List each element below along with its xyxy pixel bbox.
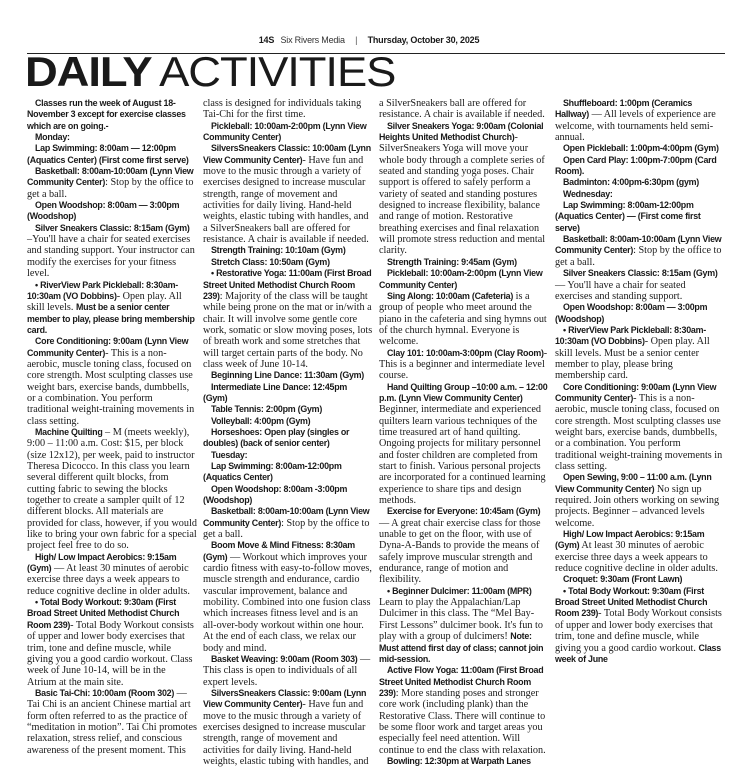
activity-heading: High/ Low Impact Aerobics: 9:15am (Gym) (555, 529, 705, 551)
activity-description: - This is a beginner and intermediate level course. (379, 347, 548, 382)
activity-heading: Horseshoes: Open play (singles or doubles) (back of senior center) (203, 426, 350, 449)
activity-heading: Shuffleboard: 1:00pm (Ceramics Hallway) (555, 98, 693, 120)
activity-entry (379, 382, 549, 507)
activity-entry (555, 268, 725, 302)
page-number: 14S (258, 35, 275, 45)
activity-heading: Open Woodshop: 8:00am — 3:00pm (Woodshop) (555, 302, 708, 324)
activity-entry (27, 597, 197, 688)
activity-entry (555, 529, 725, 574)
activity-description: - Total Body Workout consists of upper and lower body exercises that trim, tone and define muscle, while giving you a good cardio workout. (555, 608, 722, 654)
activity-entry (555, 177, 725, 188)
activity-entry (379, 348, 549, 382)
activity-description: — A great chair exercise class for those unable to get on the floor, with use of Dyna-A-Bands to provide the means of safely improve muscular strength and endurance, range of motion and flexibility. (379, 517, 541, 586)
activity-heading: Badminton: 4:00pm-6:30pm (gym) (563, 177, 699, 188)
activity-entry (555, 200, 725, 234)
activity-heading: Bowling: 12:30pm at Warpath Lanes (387, 755, 531, 766)
activity-entry (27, 427, 197, 552)
activity-heading: SilversSneakers Classic: 9:00am (Lynn View Community Center) (203, 687, 367, 710)
activity-heading: Beginning Line Dance: 11:30am (Gym) (211, 370, 365, 381)
activity-heading: Basketball: 8:00am-10:00am (Lynn View Community Center) (555, 234, 722, 256)
activity-description: Learn to play the Appalachian/Lap Dulcimer in this class. The “Mel Bay-First Lessons” dulcimer book. It's fun to play with a group of dulcimers! (379, 597, 543, 643)
activity-heading: Silver Sneakers Yoga: 9:00am (Colonial Heights United Methodist Church) (379, 120, 544, 143)
page-header (0, 35, 738, 46)
activity-entry (27, 143, 197, 166)
activity-heading: Lap Swimming: 8:00am-12:00pm (Aquatics Center) (203, 461, 342, 483)
activity-heading: Open Card Play: 1:00pm-7:00pm (Card Room). (555, 154, 717, 177)
activity-description: Beginner, intermediate and experienced quilters learn various techniques of the time treasured art of hand quilting. Ongoing projects for military personnel and foster children are completed from start to finish. Various personal projects are incorporated for a continued learning experience to share tips and design methods. (379, 404, 546, 507)
activity-heading: Basic Tai-Chi: 10:00am (Room 302) (35, 687, 175, 698)
activity-entry (379, 506, 549, 585)
activity-description: - Have fun and move to the music through a variety of exercises designed to increase muscular strength, range of movement and activities for daily living. Hand-held weights, elastic tubing with handles, and a SilverSneakers ball are offered for resistance. A chair is available if needed. (203, 98, 545, 767)
activity-entry (203, 450, 373, 461)
activity-heading: Open Woodshop: 8:00am -3:00pm (Woodshop) (203, 483, 348, 506)
section-title-regular: ACTIVITIES (159, 48, 396, 95)
activity-entry (203, 484, 373, 507)
activity-heading: Active Flow Yoga: 11:00am (First Broad Street United Methodist Church Room 239) (379, 665, 544, 698)
activity-description: At least 30 minutes of aerobic exercise three days a week appears to reduce cognitive decline in older adults. (555, 540, 718, 575)
activity-entry (27, 552, 197, 597)
activity-description: –You'll have a chair for seated exercises and standing support. Your instructor can modify the exercises for your fitness level. (27, 234, 195, 280)
activity-entry (203, 382, 373, 405)
activity-entry (379, 665, 549, 756)
section-title (25, 48, 395, 96)
activity-entry (203, 416, 373, 427)
activity-entry (379, 121, 549, 257)
activity-heading: Stretch Class: 10:50am (Gym) (211, 256, 330, 267)
activity-heading: Basketball: 8:00am-10:00am (Lynn View Community Center) (203, 506, 370, 528)
activity-entry (203, 245, 373, 256)
activity-heading: Lap Swimming: 8:00am-12:00pm (Aquatics Center) — (First come first serve) (555, 200, 701, 233)
activity-entry (203, 540, 373, 653)
activity-description: - This is a non-aerobic, muscle toning class, focused on core strength. Most sculpting classes use weight bars, exercise bands, dumbbells, or a combination. You perform traditional weight-training movements in class setting. (555, 392, 723, 472)
activity-entry (555, 574, 725, 585)
activity-entry (27, 132, 197, 143)
activity-entry (555, 155, 725, 178)
activity-entry (203, 257, 373, 268)
activity-description: - Open play. All skill levels. (27, 290, 182, 314)
activity-heading: • Beginner Dulcimer: 11:00am (MPR) (387, 585, 532, 596)
activity-heading: Core Conditioning: 9:00am (Lynn View Community Center) (27, 336, 189, 358)
activity-description: - Open play. All skill levels. Must be a senior center member to play, please bring membership card. (555, 336, 710, 382)
activity-heading: Boom Move & Mind Fitness: 8:30am (Gym) (203, 540, 355, 562)
activity-description: - Have fun and move to the music through a variety of exercises designed to increase muscular strength, range of movement and activities for daily living. Hand-held weights, elastic tubing with handles, and a SilverSneakers ball are offered for resistance. A chair is available if needed. (203, 154, 369, 246)
activity-entry (555, 98, 725, 143)
activity-heading: Tuesday: (211, 449, 248, 460)
activity-heading: • Total Body Workout: 9:30am (First Broad Street United Methodist Church Room 239) (555, 585, 708, 619)
activity-entry (203, 461, 373, 484)
activity-description: : Stop by the office to get a ball. (555, 245, 722, 268)
activity-heading: Pickleball: 10:00am-2:00pm (Lynn View Community Center) (379, 268, 543, 290)
activity-entry (27, 280, 197, 337)
activity-entry (203, 654, 373, 688)
activity-entry (203, 404, 373, 415)
activity-heading: Lap Swimming: 8:00am — 12:00pm (Aquatics Center) (First come first serve) (27, 143, 189, 165)
activity-entry (555, 302, 725, 325)
activity-heading: • Total Body Workout: 9:30am (First Broad Street United Methodist Church Room 239) (27, 597, 180, 630)
activity-heading: SilversSneakers Classic: 10:00am (Lynn View Community Center) (203, 143, 371, 165)
publication-name: Six Rivers Media (280, 35, 345, 45)
activity-heading: Open Sewing, 9:00 – 11:00 a.m. (Lynn View Community Center) (555, 472, 712, 494)
activity-heading: Basket Weaving: 9:00am (Room 303) (211, 653, 358, 664)
activity-entry (203, 143, 373, 245)
activity-heading: Sing Along: 10:00am (Cafeteria) (387, 290, 514, 301)
activity-heading: Strength Training: 9:45am (Gym) (387, 256, 517, 267)
activity-heading: Wednesday: (563, 188, 613, 199)
activity-description: — You'll have a chair for seated exercises and standing support. (555, 279, 686, 302)
activity-entry (555, 325, 725, 382)
activity-description: — Workout which improves your cardio fitness with easy-to-follow moves, muscle strength and endurance, cardio vascular improvement, balance and mobility. Combined into one fusion class which increases fitness level and is an all-over-body workout within one hour. At the end of each class, we relax our body and mind. (203, 551, 372, 654)
activity-heading: Machine Quilting (35, 426, 103, 437)
activity-entry (379, 756, 549, 767)
activity-entry (203, 506, 373, 540)
activity-entry (27, 223, 197, 280)
header-separator: | (355, 35, 358, 45)
activity-heading: Monday: (35, 132, 70, 143)
activity-description: is a group of people who meet around the piano in the cafeteria and sing hymns out of the church hymnal. Everyone is welcome. (379, 290, 547, 348)
activity-heading: Volleyball: 4:00pm (Gym) (211, 415, 311, 426)
activity-entry (555, 472, 725, 529)
activity-entry (555, 189, 725, 200)
activity-heading: High/ Low Impact Aerobics: 9:15am (Gym) (27, 551, 177, 574)
activity-heading: Note: Must attend first day of class; cannot join mid-session. (379, 631, 544, 664)
activity-description: : More standing poses and stronger core work (including plank) than the Restorative Class. There will continue to be some floor work and target areas you especially feel need attention. Will continue to end the class with relaxation. (379, 687, 546, 756)
activity-entry (555, 382, 725, 473)
activity-heading: Hand Quilting Group –10:00 a.m. – 12:00 p.m. (Lynn View Community Center) (379, 381, 548, 403)
activity-entry (27, 336, 197, 427)
activity-entry (379, 291, 549, 348)
activity-description: : Majority of the class will be taught while being prone on the mat or in/with a chair. It will involve some gentle core work, somatic or slow moving poses, lots of breath work and some stretches that will target certain parts of the body. No class week of June 10-14. (203, 290, 373, 370)
activity-heading: Silver Sneakers Classic: 8:15am (Gym) (563, 268, 718, 279)
activity-heading: Must be a senior center member to play, please bring membership card. (27, 302, 195, 335)
activity-heading: Pickleball: 10:00am-2:00pm (Lynn View Community Center) (203, 120, 367, 143)
activity-description: - SilverSneakers Yoga will move your whole body through a complete series of seated and standing yoga poses. Chair support is offered to safely perform a variety of seated and standing postures designed to increase flexibility, balance and range of motion. Restorative breathing exercises and final relaxation will promote stress reduction and mental clarity. (379, 132, 546, 257)
activity-description: — All levels of experience are welcome, with tournaments held semi-annual. (555, 109, 716, 144)
activity-description: — At least 30 minutes of aerobic exercise three days a week appears to reduce cognitive decline in older adults. (27, 563, 190, 597)
activity-heading: Table Tennis: 2:00pm (Gym) (211, 404, 323, 415)
activity-heading: Clay 101: 10:00am-3:00pm (Clay Room) (387, 347, 544, 358)
activity-entry (379, 268, 549, 291)
activity-heading: Intermediate Line Dance: 12:45pm (Gym) (203, 381, 348, 403)
activity-heading: Class week of June (555, 642, 721, 664)
activity-heading: Basketball: 8:00am-10:00am (Lynn View Community Center) (27, 166, 194, 188)
activities-columns (27, 98, 725, 773)
activity-entry (27, 200, 197, 223)
activity-description: : Stop by the office to get a ball. (27, 177, 194, 200)
activity-description: — This class is open to individuals of all expert levels. (203, 653, 371, 688)
activity-entry (555, 586, 725, 665)
activity-heading: Open Woodshop: 8:00am — 3:00pm (Woodshop) (27, 200, 180, 222)
activity-description: : Stop by the office to get a ball. (203, 517, 370, 541)
activity-entry (203, 268, 373, 370)
activity-heading: • Restorative Yoga: 11:00am (First Broad Street United Methodist Church Room 239) (203, 268, 372, 301)
activity-entry (203, 427, 373, 450)
activity-heading: • RiverView Park Pickleball: 8:30am-10:30am (VO Dobbins) (27, 279, 178, 301)
activity-description: — Tai Chi is an ancient Chinese martial art form often referred to as the practice of “meditation in motion”. Tai Chi promotes relaxation, stress relief, and conscious awareness of the present moment. This class is designed for individuals taking Tai-Chi for the first time. (27, 98, 362, 756)
activity-heading: Core Conditioning: 9:00am (Lynn View Community Center) (555, 381, 717, 403)
activity-entry (203, 370, 373, 381)
activity-entry (555, 234, 725, 268)
activity-heading: Strength Training: 10:10am (Gym) (211, 245, 346, 256)
activity-heading: Exercise for Everyone: 10:45am (Gym) (387, 506, 541, 517)
activity-description: - Total Body Workout consists of upper and lower body exercises that trim, tone and define muscle, while giving you a good cardio workout. Class week of June 10-14, will be in the Atrium at the main site. (27, 619, 194, 688)
activity-description: – M (meets weekly), 9:00 – 11:00 a.m. Cost: $15, per block (size 12x12), per week, paid to instructor Theresa Dicocco. In this class you learn several different quilt blocks, from cutting fabric to sewing the blocks together to create a sampler quilt of 12 different blocks. All materials are provided for class, however, if you would like to bring your own fabric for a special project feel free to do so. (27, 426, 197, 552)
activity-heading: Silver Sneakers Classic: 8:15am (Gym) (35, 222, 190, 233)
activity-heading: Croquet: 9:30am (Front Lawn) (563, 574, 683, 585)
activity-entry (379, 586, 549, 665)
activity-entry (203, 121, 373, 144)
activity-heading: Classes run the week of August 18-November 3 except for exercise classes which are on going.- (27, 98, 186, 131)
activity-entry (27, 166, 197, 200)
publication-date: Thursday, October 30, 2025 (367, 35, 480, 45)
activity-description: No sign up required. Join others working on sewing projects. Beginner – advanced levels welcome. (555, 483, 720, 529)
activity-entry (379, 257, 549, 268)
section-title-bold: DAILY (25, 48, 152, 95)
activity-heading: • RiverView Park Pickleball: 8:30am-10:30am (VO Dobbins) (555, 324, 706, 347)
activity-description: - This is a non-aerobic, muscle toning class, focused on core strength. Most sculpting classes use weight bars, exercise bands, dumbbells, or a combination. You perform traditional weight-training movements in class setting. (27, 347, 195, 427)
activity-heading: Open Pickleball: 1:00pm-4:00pm (Gym) (563, 143, 719, 154)
activity-entry (27, 98, 197, 132)
activity-entry (555, 143, 725, 154)
